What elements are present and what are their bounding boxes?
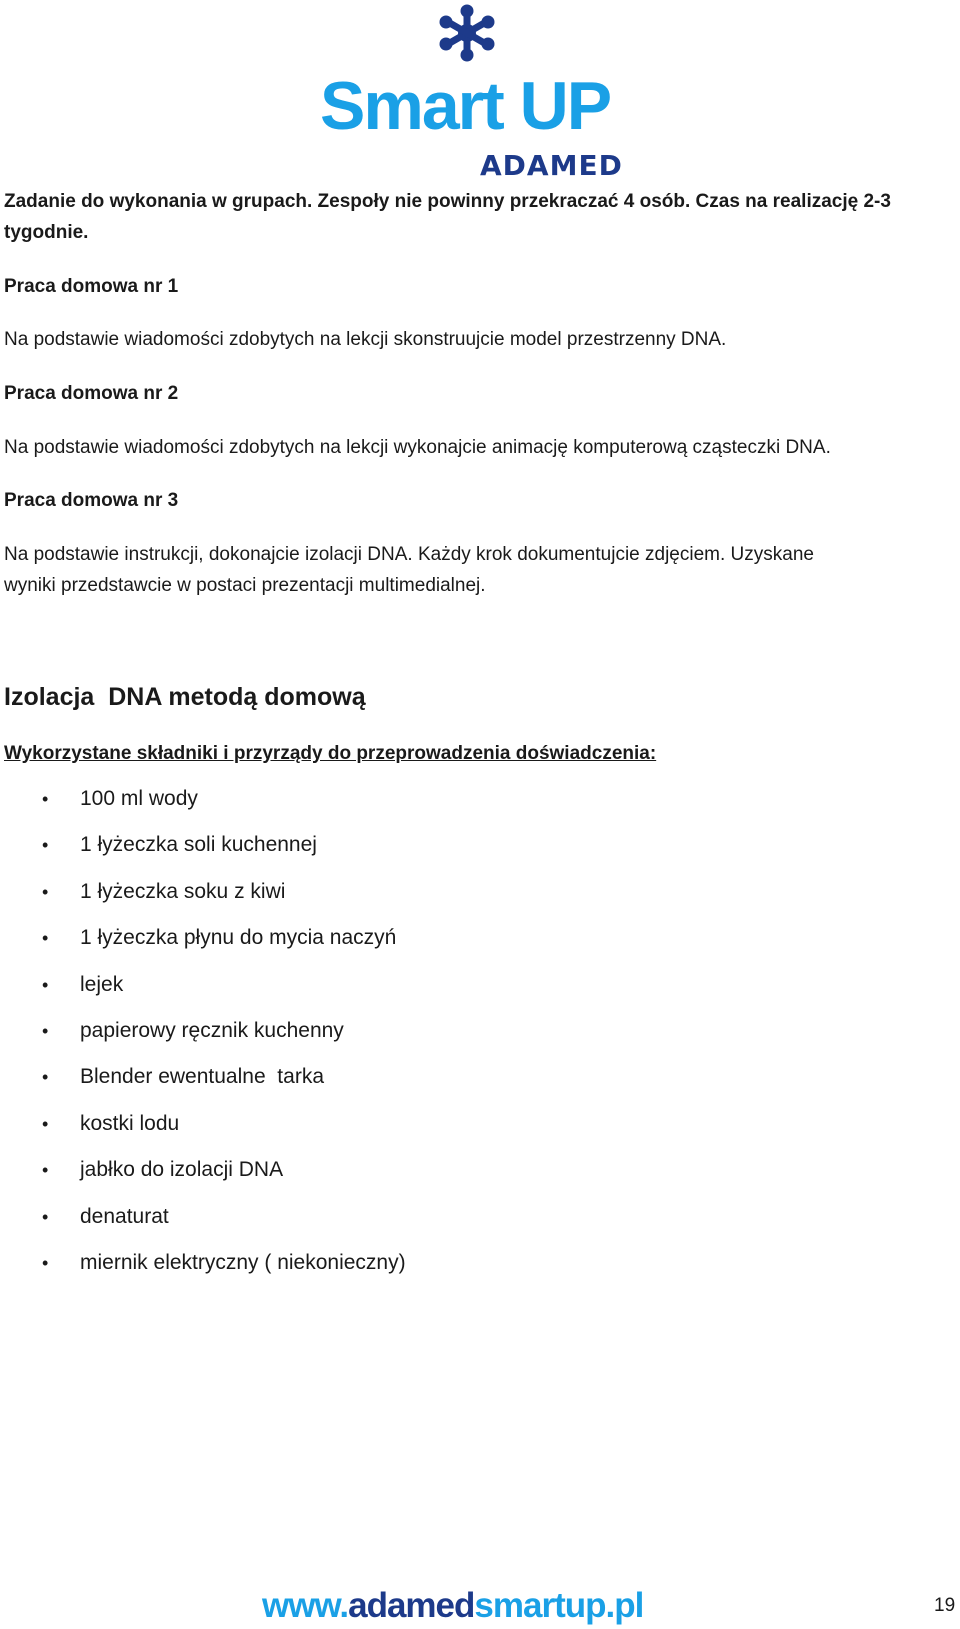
intro-line-2: tygodnie. [4,222,89,243]
list-item [0,878,900,924]
bullet-icon: • [42,1160,49,1181]
bullet-icon: • [42,1252,49,1273]
logo-brand-text: Smart UP [320,68,611,144]
list-item [0,1203,900,1249]
homework-2-title: Praca domowa nr 2 [4,383,179,404]
section-heading: Izolacja DNA metodą domową [4,683,366,711]
list-item-label: kostki lodu [80,1111,180,1135]
list-item [0,1249,900,1295]
list-item [0,971,900,1017]
list-item [0,1017,900,1063]
logo-company-text: ADAMED [480,149,623,182]
bullet-icon: • [42,789,49,809]
list-item [0,1063,900,1109]
list-item-label: jabłko do izolacji DNA [80,1158,284,1182]
footer-url-domain: smartup.pl [474,1586,644,1625]
list-item [0,1156,900,1202]
bullet-icon: • [42,974,49,995]
list-item-label: 100 ml wody [80,787,198,810]
list-item-label: 1 łyżeczka soku z kiwi [80,879,286,903]
footer-url-brand: adamed [348,1586,475,1625]
footer-website-link[interactable] [262,1588,643,1623]
list-item-label: 1 łyżeczka płynu do mycia naczyń [80,926,397,950]
page-number: 19 [934,1595,956,1616]
ingredients-list [0,785,900,1295]
bullet-icon: • [42,1113,49,1134]
homework-1-title: Praca domowa nr 1 [4,276,179,297]
list-item-label: 1 łyżeczka soli kuchennej [80,833,317,857]
asterisk-icon [320,0,650,70]
bullet-icon: • [42,1020,49,1041]
list-item-label: papierowy ręcznik kuchenny [80,1018,344,1042]
bullet-icon: • [42,928,49,949]
homework-3-text-line-2: wyniki przedstawcie w postaci prezentacji multimedialnej. [4,575,486,596]
ingredients-heading: Wykorzystane składniki i przyrządy do przeprowadzenia doświadczenia: [4,743,657,764]
bullet-icon: • [42,881,49,902]
homework-3-title: Praca domowa nr 3 [4,490,179,511]
list-item-label: miernik elektryczny ( niekonieczny) [80,1250,406,1274]
bullet-icon: • [42,1206,49,1227]
list-item [0,1110,900,1156]
footer-url-prefix: www. [262,1586,349,1625]
list-item [0,924,900,970]
list-item-label: lejek [80,972,124,996]
bullet-icon: • [42,835,49,856]
homework-2-text: Na podstawie wiadomości zdobytych na lekcji wykonajcie animację komputerową cząsteczki DNA. [4,437,831,458]
list-item [0,785,900,831]
intro-line-1: Zadanie do wykonania w grupach. Zespoły nie powinny przekraczać 4 osób. Czas na realizację 2-3 [4,191,891,212]
bullet-icon: • [42,1067,49,1088]
homework-1-text: Na podstawie wiadomości zdobytych na lekcji skonstruujcie model przestrzenny DNA. [4,329,727,350]
smartup-adamed-logo [320,0,650,185]
list-item-label: Blender ewentualne tarka [80,1065,324,1089]
homework-3-text-line-1: Na podstawie instrukcji, dokonajcie izolacji DNA. Każdy krok dokumentujcie zdjęciem. Uzyskane [4,544,814,565]
list-item [0,831,900,877]
list-item-label: denaturat [80,1204,169,1228]
